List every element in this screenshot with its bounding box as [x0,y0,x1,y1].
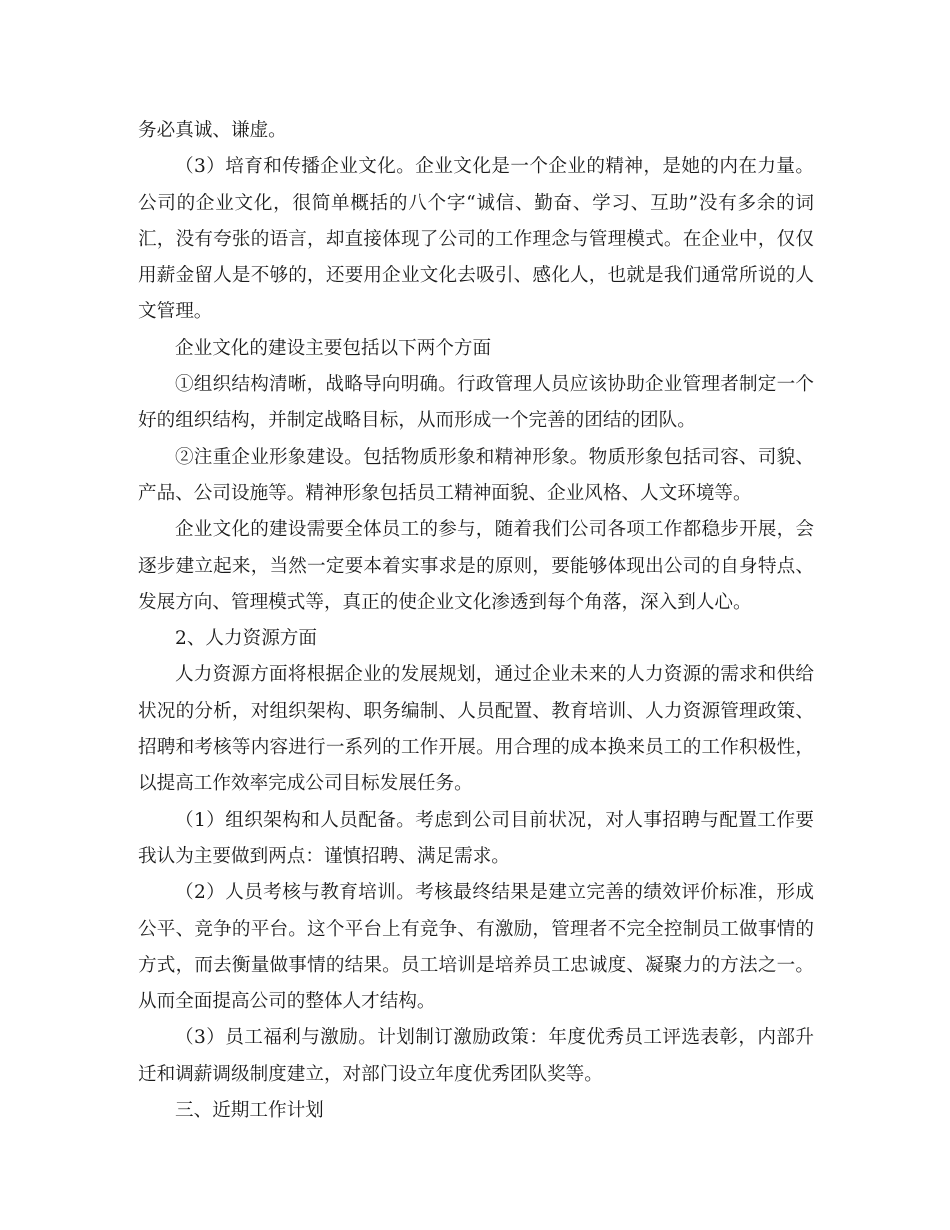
paragraph-assessment-training: （2）人员考核与教育培训。考核最终结果是建立完善的绩效评价标准，形成公平、竞争的平台。这个平台上有竞争、有激励，管理者不完全控制员工做事情的方式，而去衡量做事情的结果。员工培训是培养员工忠诚度、凝聚力的方法之一。从而全面提高公司的整体人才结构。 [138,882,814,1013]
paragraph-corporate-image: ②注重企业形象建设。包括物质形象和精神形象。物质形象包括司容、司貌、产品、公司设施等。精神形象包括员工精神面貌、企业风格、人文环境等。 [138,446,814,504]
section-heading-human-resources: 2、人力资源方面 [175,628,317,650]
paragraph-continuation: 务必真诚、谦虚。 [138,120,287,141]
paragraph-hr-overview: 人力资源方面将根据企业的发展规划，通过企业未来的人力资源的需求和供给状况的分析，对组织架构、职务编制、人员配置、教育培训、人力资源管理政策、招聘和考核等内容进行一系列的工作开展。用合理的成本换来员工的工作积极性，以提高工作效率完成公司目标发展任务。 [138,664,814,795]
paragraph-culture-aspects-intro: 企业文化的建设主要包括以下两个方面 [175,337,492,359]
paragraph-org-structure: ①组织结构清晰，战略导向明确。行政管理人员应该协助企业管理者制定一个好的组织结构，并制定战略目标，从而形成一个完善的团结的团队。 [138,374,814,432]
document-body [138,113,814,1129]
paragraph-org-staffing: （1）组织架构和人员配备。考虑到公司目前状况，对人事招聘与配置工作要我认为主要做到两点：谨慎招聘、满足需求。 [138,809,814,867]
paragraph-welfare-incentives: （3）员工福利与激励。计划制订激励政策：年度优秀员工评选表彰，内部升迁和调薪调级制度建立，对部门设立年度优秀团队奖等。 [138,1027,814,1085]
paragraph-corporate-culture: （3）培育和传播企业文化。企业文化是一个企业的精神，是她的内在力量。公司的企业文化，很简单概括的八个字“诚信、勤奋、学习、互助”没有多余的词汇，没有夸张的语言，却直接体现了公司的工作理念与管理模式。在企业中，仅仅用薪金留人是不够的，还要用企业文化去吸引、感化人，也就是我们通常所说的人文管理。 [138,156,814,323]
paragraph-culture-building: 企业文化的建设需要全体员工的参与，随着我们公司各项工作都稳步开展，会逐步建立起来，当然一定要本着实事求是的原则，要能够体现出公司的自身特点、发展方向、管理模式等，真正的使企业文化渗透到每个角落，深入到人心。 [138,519,814,613]
section-heading-near-term-plan: 三、近期工作计划 [175,1100,324,1122]
